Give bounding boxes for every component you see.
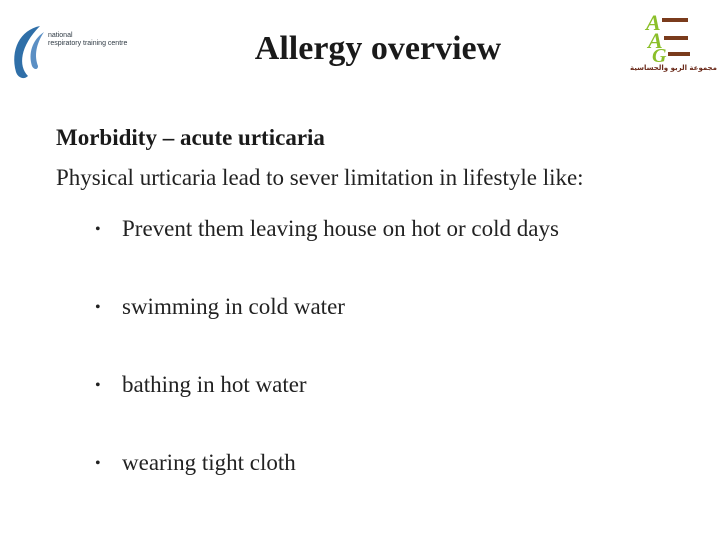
bullet-text: Prevent them leaving house on hot or cold days bbox=[122, 216, 559, 241]
slide-title: Allergy overview bbox=[254, 30, 502, 67]
bullet-item bbox=[95, 369, 559, 447]
nrtc-logo-line2: respiratory training centre bbox=[48, 40, 128, 47]
slide-subtitle: Morbidity – acute urticaria bbox=[56, 125, 325, 150]
bullet-icon: • bbox=[95, 455, 101, 472]
bullet-icon: • bbox=[95, 299, 101, 316]
bullet-item bbox=[95, 447, 559, 525]
bullet-list bbox=[95, 213, 559, 525]
aag-arabic-name: مجموعة الربو والحساسية bbox=[630, 64, 717, 72]
bullet-text: swimming in cold water bbox=[122, 294, 345, 319]
bullet-item bbox=[95, 291, 559, 369]
bullet-item bbox=[95, 213, 559, 291]
svg-text:A: A bbox=[646, 10, 661, 35]
bullet-icon: • bbox=[95, 377, 101, 394]
bullet-text: wearing tight cloth bbox=[122, 450, 296, 475]
svg-text:G: G bbox=[652, 45, 667, 64]
bullet-icon: • bbox=[95, 221, 101, 238]
bullet-text: bathing in hot water bbox=[122, 372, 307, 397]
nrtc-logo-line1: national bbox=[48, 32, 73, 39]
slide-intro: Physical urticaria lead to sever limitation in lifestyle like: bbox=[56, 165, 584, 190]
svg-text:A: A bbox=[648, 28, 663, 53]
